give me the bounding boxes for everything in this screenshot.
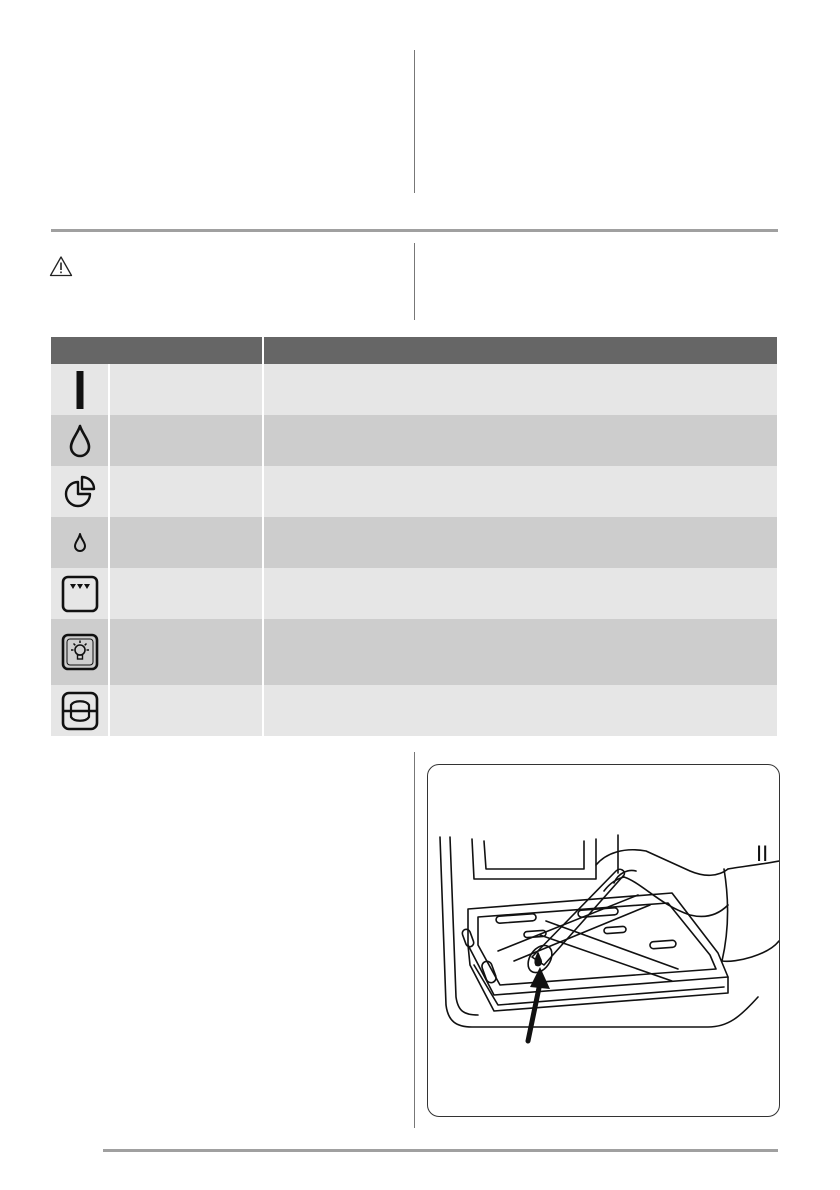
figure-label: II xyxy=(756,841,769,866)
row-description xyxy=(263,568,777,619)
row-description xyxy=(263,415,777,466)
row-description xyxy=(263,619,777,685)
row-description xyxy=(263,466,777,517)
row-description xyxy=(263,685,777,736)
row-name xyxy=(109,415,263,466)
table-row xyxy=(51,364,777,415)
symbols-table xyxy=(51,337,777,736)
row-description xyxy=(263,517,777,568)
top-column-divider xyxy=(414,50,415,193)
table-row xyxy=(51,466,777,517)
header-symbol xyxy=(51,337,263,364)
illustration-frame xyxy=(427,764,780,1117)
table-row xyxy=(51,415,777,466)
table-row xyxy=(51,517,777,568)
header-function xyxy=(263,337,777,364)
warning-text-right xyxy=(428,256,776,316)
warning-text-left xyxy=(80,256,400,316)
rotisserie-icon xyxy=(51,685,109,736)
row-name xyxy=(109,619,263,685)
table-row xyxy=(51,685,777,736)
row-name xyxy=(109,466,263,517)
table-header-row xyxy=(51,337,777,364)
section-divider xyxy=(51,229,778,232)
warning-triangle-icon xyxy=(49,255,73,277)
row-name xyxy=(109,364,263,415)
oven-light-icon xyxy=(51,619,109,685)
pie-chart-icon xyxy=(51,466,109,517)
top-left-column xyxy=(51,52,401,192)
footer-rule xyxy=(103,1149,778,1152)
table-row xyxy=(51,619,777,685)
warning-column-divider xyxy=(414,243,415,320)
bottom-left-column xyxy=(51,760,401,1120)
row-name xyxy=(109,568,263,619)
top-right-column xyxy=(428,52,776,192)
bottom-column-divider xyxy=(414,752,415,1128)
oven-burner-ignition-illustration xyxy=(428,765,779,1116)
flame-small-icon xyxy=(51,517,109,568)
top-heat-icon xyxy=(51,568,109,619)
row-description xyxy=(263,364,777,415)
row-name xyxy=(109,517,263,568)
bar-icon xyxy=(51,364,109,415)
table-row xyxy=(51,568,777,619)
row-name xyxy=(109,685,263,736)
flame-large-icon xyxy=(51,415,109,466)
